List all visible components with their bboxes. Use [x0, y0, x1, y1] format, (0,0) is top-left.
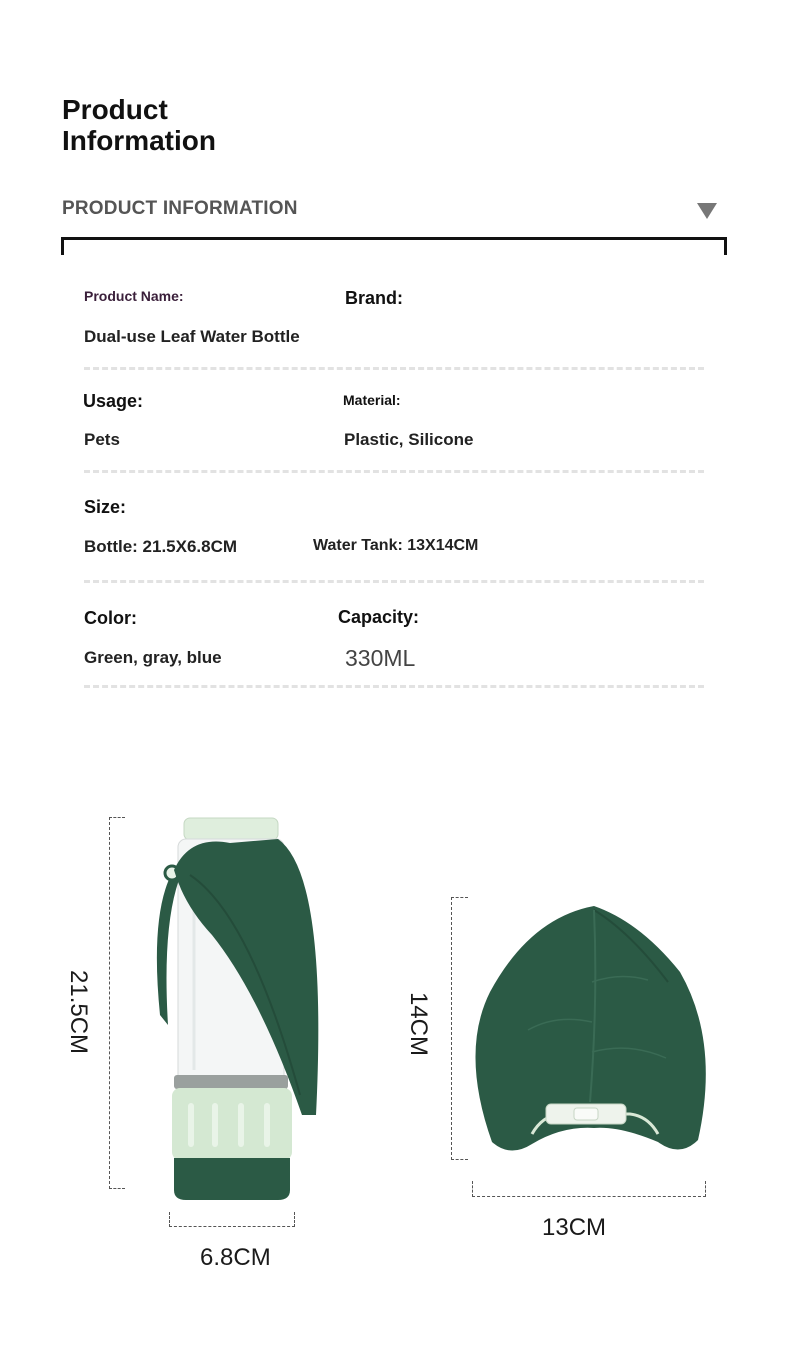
brand-label: Brand: — [345, 288, 403, 308]
bottle-image — [150, 815, 330, 1205]
product-name-value: Dual-use Leaf Water Bottle — [84, 327, 300, 346]
section-bracket — [61, 237, 727, 255]
bottle-width-label: 6.8CM — [200, 1244, 271, 1271]
divider — [84, 367, 704, 370]
material-value: Plastic, Silicone — [344, 430, 474, 449]
tank-width-label: 13CM — [542, 1214, 607, 1241]
product-name-label: Product Name: — [84, 288, 184, 304]
bottle-width-guide — [169, 1212, 295, 1227]
usage-value: Pets — [84, 430, 120, 449]
usage-label: Usage: — [83, 391, 144, 411]
divider — [84, 685, 704, 688]
water-tank-image — [470, 902, 710, 1162]
capacity-label: Capacity: — [338, 607, 420, 627]
bottle-height-label: 21.5CM — [65, 970, 92, 1055]
bottle-size-value: Bottle: 21.5X6.8CM — [84, 537, 238, 556]
section-header: PRODUCT INFORMATION — [62, 198, 298, 219]
tank-height-label: 14CM — [405, 991, 432, 1057]
page-title — [62, 94, 216, 156]
tank-size-value: Water Tank: 13X14CM — [313, 537, 479, 554]
size-label: Size: — [84, 497, 127, 517]
tank-height-guide — [451, 897, 468, 1160]
divider — [84, 580, 704, 583]
color-label: Color: — [84, 608, 137, 628]
bottle-height-guide — [109, 817, 125, 1189]
triangle-down-icon[interactable] — [697, 203, 717, 219]
page-title-line-1: Product — [62, 94, 168, 125]
tank-width-guide — [472, 1181, 706, 1197]
divider — [84, 470, 704, 473]
material-label: Material: — [343, 392, 401, 408]
page-title-line-2: Information — [62, 125, 216, 156]
color-value: Green, gray, blue — [84, 648, 222, 667]
capacity-value: 330ML — [345, 645, 416, 671]
